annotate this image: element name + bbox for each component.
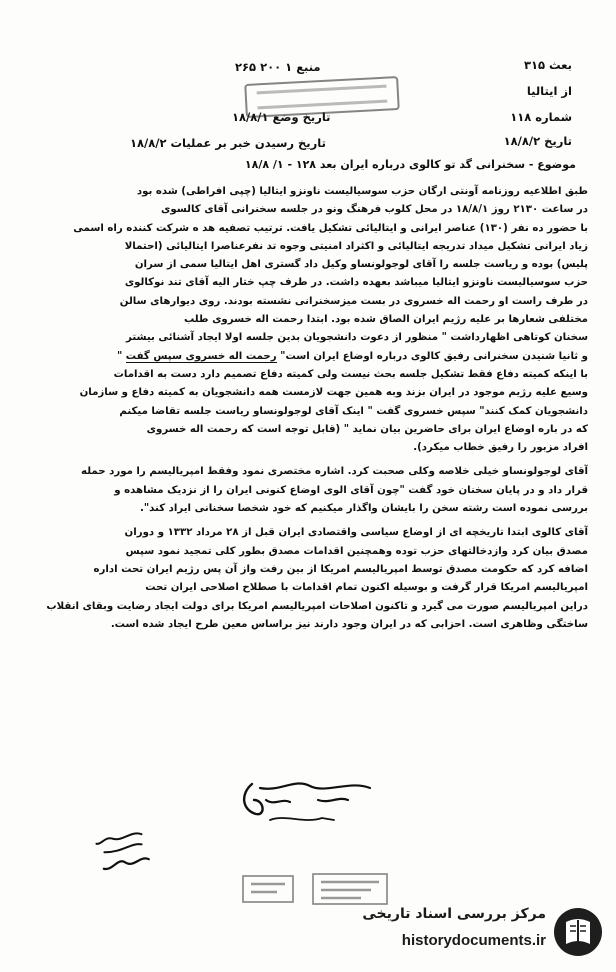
body-line: طبق اطلاعیه روزنامه آونتی ارگان حزب سوسیالیست ناونزو ایتالیا (چپی افراطی) شده بود — [136, 186, 588, 197]
body-line: دانشجویان کمک کنند" سپس خسروی گفت " اینک آقای لوجولونساو ریاست جلسه تقاضا میکنم — [119, 405, 588, 417]
body-line: وسیع علیه رژیم موجود در ایران بزند وبه همین جهت لازمست همه دانشجویان به کمیته دفاع و سازمان — [79, 387, 588, 399]
header-id: شماره ۱۱۸ — [510, 110, 572, 124]
underlined-fragment: رحمت اله خسروی سپس گفت — [125, 350, 277, 362]
body-line: اضافه کرد که حکومت مصدق توسط امپریالیسم امریکا از بین رفت واز آن پس رژیم ایران تحت اداره — [93, 563, 588, 575]
archive-watermark — [338, 904, 608, 962]
body-line: دراین امپریالیسم صورت می گیرد و تاکنون اصلاحات امپریالیسم امریکا برای دولت ایجاد رضایت وبقای انقلاب — [46, 600, 588, 612]
body-line: مختلفی شعارها بر علیه رژیم ایران الصاق شده بود. ابتدا رحمت اله خسروی طلب — [183, 314, 588, 326]
header-date-written: تاریخ وضع ۱۸/۸/۱ — [232, 110, 331, 124]
watermark-name: مرکز بررسی اسناد تاریخی — [362, 906, 546, 922]
body-line: قرار داد و در پایان سخنان خود گفت "چون آقای الوی اوضاع کنونی ایران را از نزدیک مشاهده و — [114, 484, 588, 496]
body-line: حزب سوسیالیست ناونزو ایتالیا میباشد بعهده داشت. در طرف چپ ختار الیه آقای تند نوکالوی — [124, 277, 588, 289]
header-date: تاریخ ۱۸/۸/۲ — [503, 134, 572, 148]
body-line: بررسی نموده است رشته سخن را بایشان واگذار میکنیم که خود شخصا سخنانی ایراد کند". — [139, 503, 588, 515]
document-body — [18, 183, 588, 634]
margin-handwritten-note — [90, 822, 159, 883]
body-line: آقای لوجولونساو خیلی خلاصه وکلی صحبت کرد. اشاره مختصری نمود وفقط امپریالیسم را مورد حمله — [81, 466, 588, 478]
body-line: با اینکه کمیته دفاع فقط تشکیل جلسه بحث نیست ولی کمیته دفاع تصمیم دارد دست به اقدامات — [113, 368, 588, 380]
handwritten-signature — [230, 770, 380, 830]
body-line: افراد مزبور را رفیق خطاب میکرد). — [413, 442, 588, 454]
header-ref: منبع ۱ ۲۰۰ ۲۶۵ — [235, 60, 321, 74]
header-from: از ایتالیا — [526, 84, 572, 98]
body-line: در ساعت ۲۱۳۰ روز ۱۸/۸/۱ در محل کلوب فرهنگ ونو در جلسه سخنرانی آقای کالسوی — [161, 204, 588, 216]
body-line: ساختگی وظاهری است. احزابی که در ایران وجود دارند نیز براساس معین طرح ایجاد شده است. — [110, 618, 588, 630]
archive-logo-icon — [552, 906, 604, 958]
body-line: که در باره اوضاع ایران برای حاضرین بیان نماید " (قابل توجه است که رحمت اله خسروی — [146, 423, 588, 435]
body-line: در طرف راست او رحمت اله خسروی در بست میزسخنرانی نشسته بودند. روی دیوارهای سالن — [119, 295, 588, 307]
header-number: بعث ۳۱۵ — [523, 58, 572, 72]
header-date-received: تاریخ رسیدن خبر بر عملیات ۱۸/۸/۲ — [130, 136, 326, 150]
header-stamp — [244, 76, 400, 118]
body-line: سخنان کوتاهی اظهارداشت " منظور از دعوت دانشجویان بدین جلسه اولا ایجاد آشنائی بیشتر — [126, 332, 588, 344]
body-line: امپریالیسم امریکا قرار گرفت و بوسیله اکنون تمام اقدامات با صطلاح اصلاحی ایران تحت — [145, 582, 588, 594]
body-line: مصدق بیان کرد وازدخالتهای حزب توده وهمچنین اقدامات مصدق بطور کلی تمجید نمود سپس — [125, 545, 588, 557]
body-line: زیاد ایرانی تشکیل میداد تدریجه ایتالیائی و اکثراد امنیتی وجوه تد نفرعناصرا ایتالیائی (احتمالا — [124, 240, 588, 252]
body-line: با حضور ده نفر (۱۳۰) عناصر ایرانی و ایتالیائی تشکیل یافت. ترتیب تصفیه هد ه شرکت کننده راه اسمی — [73, 222, 588, 234]
watermark-site: historydocuments.ir — [401, 932, 546, 949]
body-line: آقای کالوی ابتدا تاریخچه ای از اوضاع سیاسی واقتصادی ایران قبل از ۲۸ مرداد ۱۳۳۲ و دوران — [124, 527, 588, 539]
subject-line: موضوع - سخنرانی گد تو کالوی درباره ایران بعد ۱۲۸ - ۱/ ۱۸/۸ — [244, 158, 576, 171]
body-line: پلیس) بوده و ریاست جلسه را آقای لوجولونساو وکیل داد گستری اهل ایتالیا سمی از سران — [134, 259, 588, 271]
body-line: و ثانیا شنیدن سخنرانی رفیق کالوی درباره اوضاع ایران است" رحمت اله خسروی سپس گفت " — [116, 350, 588, 362]
